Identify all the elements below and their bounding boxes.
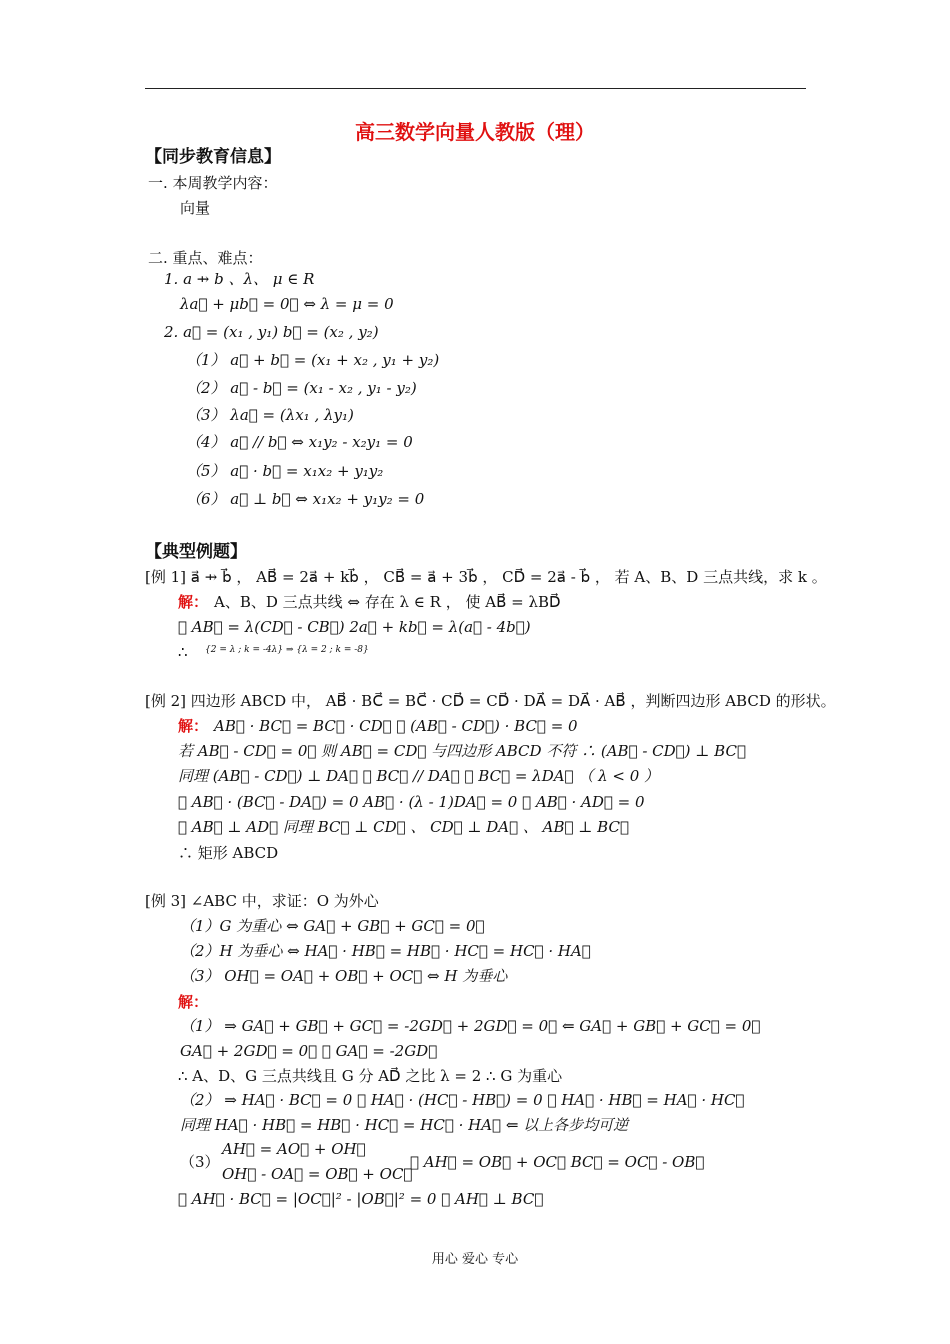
example-3-step-6-label: （3） [180, 1153, 220, 1171]
formula-5: （5） a⃗ · b⃗ = x₁x₂ + y₁y₂ [186, 462, 384, 480]
formula-6: （6） a⃗ ⊥ b⃗ ⇔ x₁x₂ + y₁y₂ = 0 [186, 490, 425, 508]
example-3-step-1: （1） ⇒ GA⃗ + GB⃗ + GC⃗ = -2GD⃗ + 2GD⃗ = 0⃗ ⇐ GA⃗ + GB⃗ + GC⃗ = 0⃗ [180, 1017, 761, 1035]
example-3-claim-3: （3） OH⃗ = OA⃗ + OB⃗ + OC⃗ ⇔ H 为垂心 [180, 967, 508, 985]
example-3-solution-label: 解： [178, 993, 209, 1011]
example-2-step-1: AB⃗ · BC⃗ = BC⃗ · CD⃗ ∴ (AB⃗ - CD⃗) · BC⃗ = 0 [214, 717, 578, 735]
example-2-step-5: ∴ AB⃗ ⊥ AD⃗ 同理 BC⃗ ⊥ CD⃗ 、 CD⃗ ⊥ DA⃗ 、 AB⃗ ⊥ BC⃗ [178, 818, 629, 836]
example-3-step-7: ∴ AH⃗ · BC⃗ = |OC⃗|² - |OB⃗|² = 0 ∴ AH⃗ ⊥ BC⃗ [178, 1190, 544, 1208]
formula-3: （3） λa⃗ = (λx₁ , λy₁) [186, 406, 354, 424]
example-3-step-4: （2） ⇒ HA⃗ · BC⃗ = 0 ∴ HA⃗ · (HC⃗ - HB⃗) = 0 ∴ HA⃗ · HB⃗ = HA⃗ · HC⃗ [180, 1091, 745, 1109]
example-3-step-6-bottom: OH⃗ - OA⃗ = OB⃗ + OC⃗ [222, 1165, 413, 1183]
example-2-step-4: ∴ AB⃗ · (BC⃗ - DA⃗) = 0 AB⃗ · (λ - 1)DA⃗ = 0 ∴ AB⃗ · AD⃗ = 0 [178, 793, 645, 811]
section-examples: 【典型例题】 [145, 542, 247, 562]
example-3-problem: [例 3] ∠ABC 中，求证：O 为外心 [145, 892, 379, 910]
example-1-therefore: ∴ [178, 643, 188, 661]
example-1-solution-label: 解： [178, 593, 209, 611]
example-2-solution-label: 解： [178, 717, 209, 735]
example-3-step-5: 同理 HA⃗ · HB⃗ = HB⃗ · HC⃗ = HC⃗ · HA⃗ ⇐ 以上各步均可逆 [180, 1116, 629, 1134]
example-3-step-6-right: ∴ AH⃗ = OB⃗ + OC⃗ BC⃗ = OC⃗ - OB⃗ [410, 1153, 705, 1171]
formula-1: （1） a⃗ + b⃗ = (x₁ + x₂ , y₁ + y₂) [186, 351, 440, 369]
formula-2: （2） a⃗ - b⃗ = (x₁ - x₂ , y₁ - y₂) [186, 379, 417, 397]
example-2-conclusion: ∴ 矩形 ABCD [178, 844, 279, 862]
keypoint-1-equation: λa⃗ + μb⃗ = 0⃗ ⇔ λ = μ = 0 [180, 295, 394, 313]
keypoint-2: 2. a⃗ = (x₁ , y₁) b⃗ = (x₂ , y₂) [164, 323, 379, 341]
example-3-step-6-top: AH⃗ = AO⃗ + OH⃗ [222, 1140, 366, 1158]
example-1-step-1: A、B、D 三点共线 ⇔ 存在 λ ∈ R ， 使 AB⃗ = λBD⃗ [214, 593, 561, 611]
example-2-step-2: 若 AB⃗ - CD⃗ = 0⃗ 则 AB⃗ = CD⃗ 与四边形 ABCD 不符 ∴ (AB⃗ - CD⃗) ⊥ BC⃗ [178, 742, 746, 760]
example-1-step-2: ∴ AB⃗ = λ(CD⃗ - CB⃗) 2a⃗ + kb⃗ = λ(a⃗ - 4b⃗) [178, 618, 531, 636]
example-3-claim-2: （2）H 为垂心 ⇔ HA⃗ · HB⃗ = HB⃗ · HC⃗ = HC⃗ · HA⃗ [180, 942, 591, 960]
example-2-problem: [例 2] 四边形 ABCD 中， AB⃗ · BC⃗ = BC⃗ · CD⃗ = CD⃗ · DA⃗ = DA⃗ · AB⃗ ，判断四边形 ABCD 的形状。 [145, 692, 836, 710]
part2-heading: 二. 重点、难点： [148, 249, 263, 267]
example-3-step-3: ∴ A、D、G 三点共线且 G 分 AD⃗ 之比 λ = 2 ∴ G 为重心 [178, 1067, 563, 1085]
example-3-claim-1: （1）G 为重心 ⇔ GA⃗ + GB⃗ + GC⃗ = 0⃗ [180, 917, 485, 935]
page-footer: 用心 爱心 专心 [431, 1252, 519, 1267]
example-2-step-3: 同理 (AB⃗ - CD⃗) ⊥ DA⃗ ∴ BC⃗ // DA⃗ ∴ BC⃗ = λDA⃗ （ λ < 0 ） [178, 767, 660, 785]
example-1-problem: [例 1] a⃗ ⇸ b⃗ ， AB⃗ = 2a⃗ + kb⃗ ， CB⃗ = a⃗ + 3b⃗ ， CD⃗ = 2a⃗ - b⃗ ， 若 A、B、D 三点共线，求 k 。 [145, 568, 827, 586]
section-sync-info: 【同步教育信息】 [145, 147, 281, 167]
page-title: 高三数学向量人教版（理） [355, 120, 595, 144]
part1-heading: 一. 本周教学内容： [148, 174, 278, 192]
keypoint-1: 1. a ⇸ b 、λ、 μ ∈ R [164, 270, 315, 288]
formula-4: （4） a⃗ // b⃗ ⇔ x₁y₂ - x₂y₁ = 0 [186, 433, 413, 451]
example-3-step-2: GA⃗ + 2GD⃗ = 0⃗ ∴ GA⃗ = -2GD⃗ [180, 1042, 438, 1060]
example-1-system: {2 = λ ; k = -4λ} ⇒ {λ = 2 ; k = -8} [205, 645, 369, 655]
part1-content: 向量 [180, 199, 211, 217]
top-rule [145, 88, 806, 89]
